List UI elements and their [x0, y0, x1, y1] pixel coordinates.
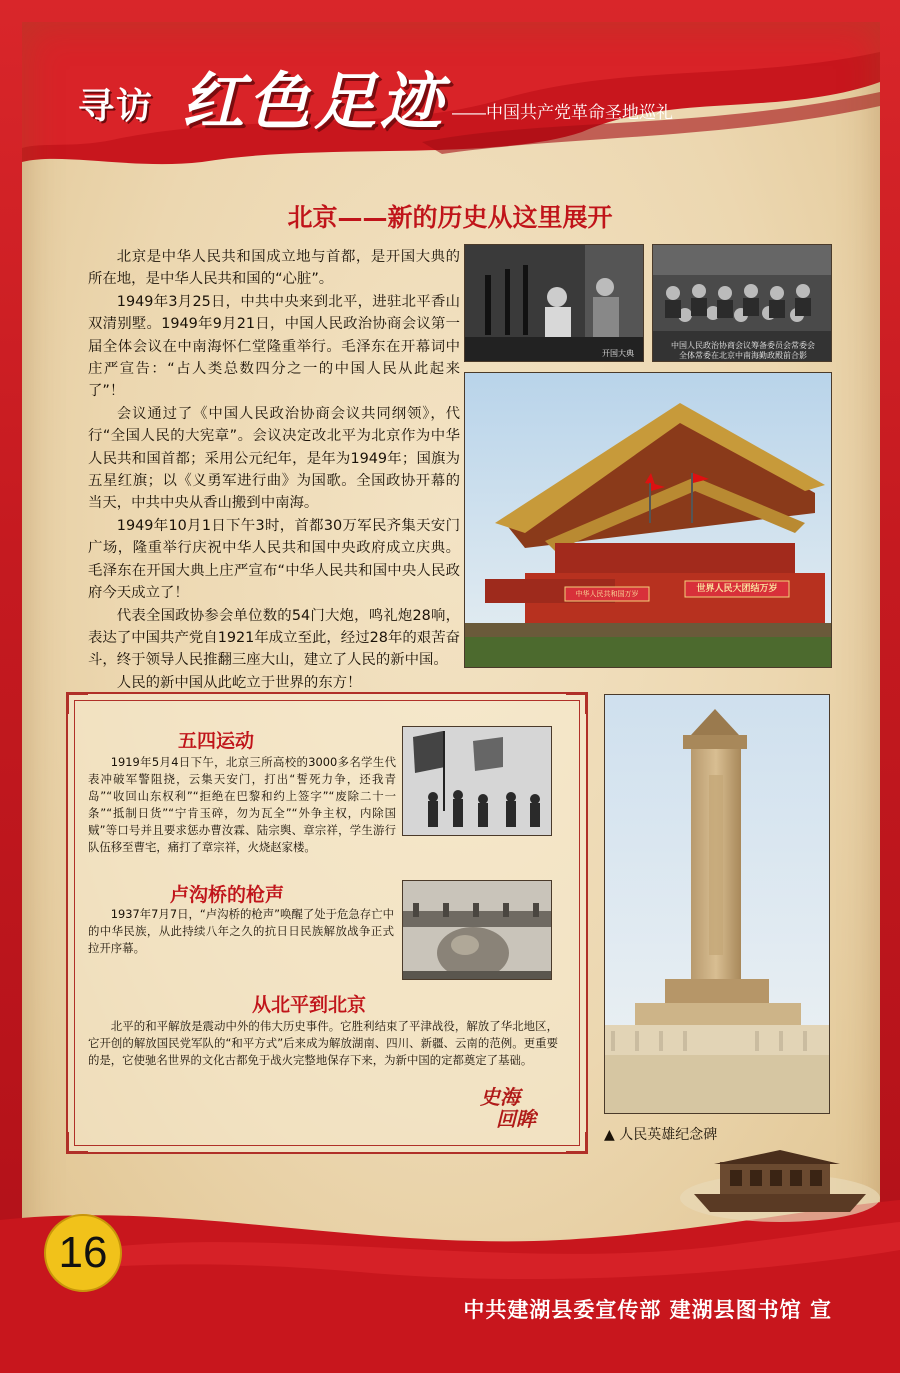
lugou-bridge-text: [88, 906, 394, 957]
may-fourth-photo: [402, 726, 552, 836]
stamp-line: 回眸: [496, 1107, 536, 1131]
may-fourth-title: 五四运动: [178, 730, 255, 752]
paragraph: 北京是中华人民共和国成立地与首都，是开国大典的所在地，是中华人民共和国的“心脏”。: [88, 249, 460, 288]
paragraph: 代表全国政协参会单位数的54门大炮，鸣礼炮28响，表达了中国共产党自1921年成立至此，经过28年的艰苦奋斗，终于领导人民推翻三座大山，建立了人民的新中国。: [88, 607, 460, 669]
tiananmen-photo: [464, 372, 832, 668]
publisher-credit: 中共建湖县委宣传部 建湖县图书馆 宣: [463, 1298, 832, 1322]
paragraph: 1937年7月7日，“卢沟桥的枪声”唤醒了处于危急存亡中的中华民族，从此持续八年之久的抗日日民族解放战争正式拉开序幕。: [88, 907, 394, 955]
paragraph: 人民的新中国从此屹立于世界的东方！: [116, 674, 362, 691]
corner-ornament: [66, 692, 88, 714]
may-fourth-text: [88, 754, 396, 856]
photo-caption: 全体常委在北京中南海勤政殿前合影: [679, 351, 807, 360]
paragraph: 1919年5月4日下午，北京三所高校的3000多名学生代表冲破军警阻挠，云集天安门，打出“誓死力争，还我青岛”“收回山东权利”“拒绝在巴黎和约上签字”“废除二十一条”“抵制日货”“宁肯玉碎，勿为瓦全”“外争主权，内除国贼”等口号并且要求惩办曹汝霖、陆宗舆、章宗祥，学生游行队伍移至曹宅，痛打了章宗祥，火烧赵家楼。: [88, 755, 396, 854]
header-subtitle: ——中国共产党革命圣地巡礼: [452, 103, 673, 122]
history-stamp: [480, 1086, 550, 1142]
monument-photo: [604, 694, 830, 1114]
lugou-bridge-photo: [402, 880, 552, 980]
paragraph: 北平的和平解放是震动中外的伟大历史事件。它胜利结束了平津战役，解放了华北地区，它开创的解放国民党军队的“和平方式”后来成为解放湖南、四川、新疆、云南的范例。更重要的是，它使驰名世界的文化古都免于战火完整地保存下来，为新中国的定都奠定了基础。: [88, 1019, 558, 1067]
beiping-to-beijing-title: 从北平到北京: [252, 994, 367, 1016]
monument-caption: ▲ 人民英雄纪念碑: [604, 1127, 718, 1143]
corner-ornament: [66, 1132, 88, 1154]
stamp-line: 史海: [480, 1085, 520, 1109]
header-title-script: 红色足迹: [182, 65, 447, 138]
header-title-main: 寻访: [78, 85, 155, 127]
corner-ornament: [566, 1132, 588, 1154]
paragraph: 1949年10月1日下午3时，首都30万军民齐集天安门广场，隆重举行庆祝中华人民共和国中央政府成立庆典。毛泽东在开国大典上庄严宣布“中华人民共和国中央人民政府今天成立了！: [88, 517, 460, 602]
red-boat-illustration: [680, 1138, 880, 1224]
founding-ceremony-photo: [464, 244, 644, 362]
page-number-badge: 16: [44, 1214, 122, 1292]
section-title: 北京——新的历史从这里展开: [287, 203, 613, 232]
corner-ornament: [566, 692, 588, 714]
photo-caption: 中国人民政治协商会议筹备委员会常委会: [671, 341, 815, 350]
beiping-to-beijing-text: [88, 1018, 558, 1069]
paragraph: 会议通过了《中国人民政治协商会议共同纲领》，代行“全国人民的大宪章”。会议决定改北平为北京作为中华人民共和国首都；采用公元纪年，是年为1949年；国旗为五星红旗；以《义勇军进行曲》为国歌。全国政协开幕的当天，中共中央从香山搬到中南海。: [88, 405, 460, 512]
cppcc-group-photo: [652, 244, 832, 362]
paragraph: 1949年3月25日，中共中央来到北平，进驻北平香山双清别墅。1949年9月21日，中国人民政治协商会议第一届全体会议在中南海怀仁堂隆重举行。毛泽东在开幕词中庄严宣告：“占人类总数四分之一的中国人民从此起来了”！: [88, 293, 460, 400]
tiananmen-banner-right: 世界人民大团结万岁: [696, 584, 778, 594]
lugou-bridge-title: 卢沟桥的枪声: [170, 884, 285, 906]
photo-caption: 开国大典: [602, 349, 634, 358]
main-article: [88, 246, 460, 694]
tiananmen-banner-left: 中华人民共和国万岁: [575, 590, 639, 598]
